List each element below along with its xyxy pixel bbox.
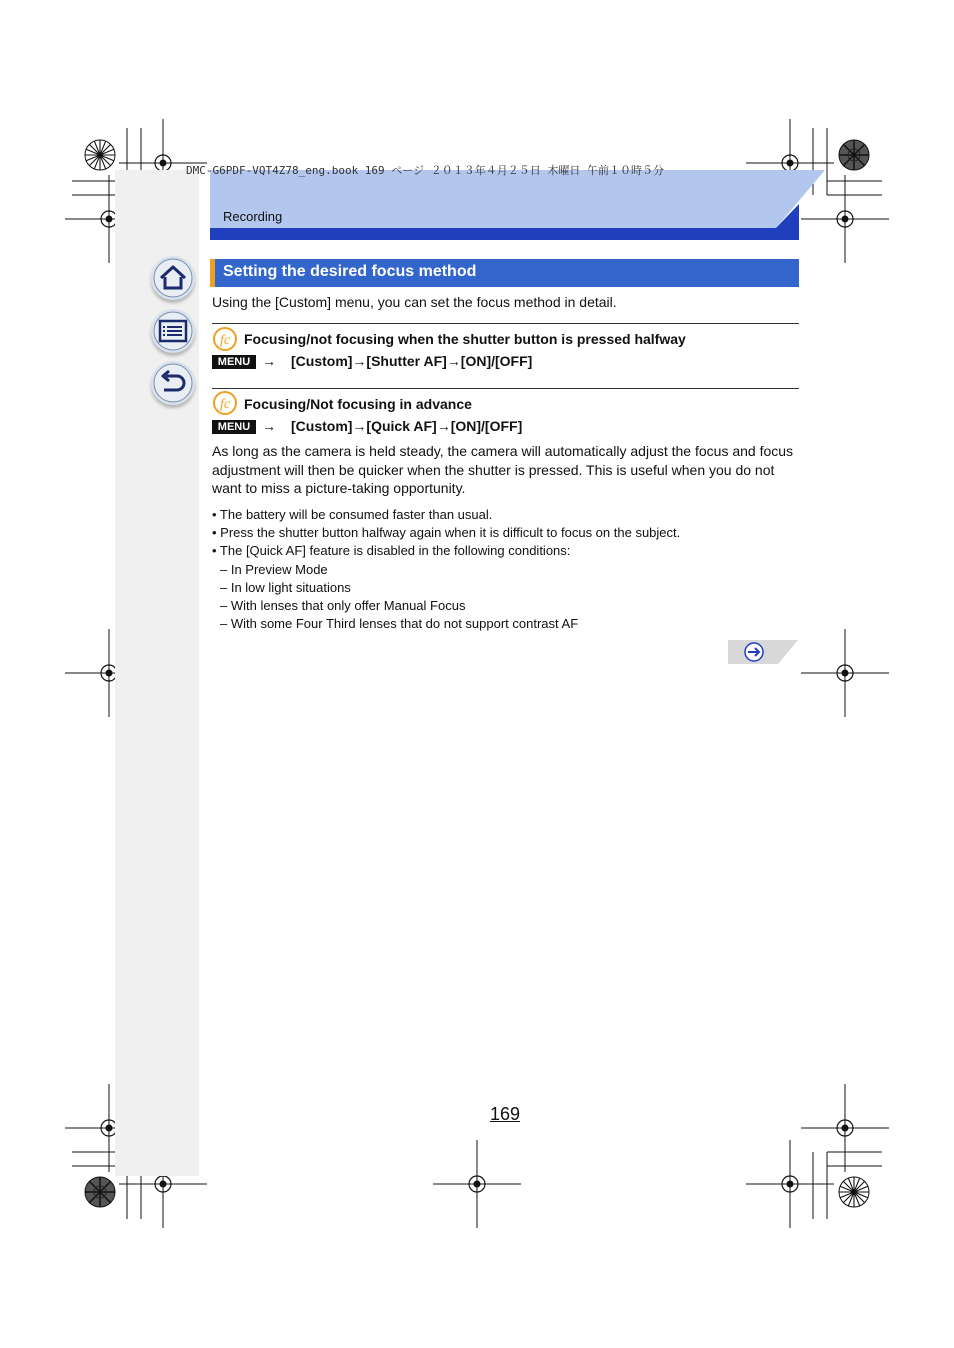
body-text: As long as the camera is held steady, the camera will automatically adjust the focus and focus adjustment will then be quicker when the shutter is pressed. This is useful when you do not want to miss a picture-taking opportunity. xyxy=(212,443,794,496)
svg-text:fc: fc xyxy=(219,397,231,412)
custom-menu-icon xyxy=(213,391,237,415)
page-number: 169 xyxy=(490,1104,521,1124)
list-item: – With some Four Third lenses that do not support contrast AF xyxy=(220,616,579,632)
heading-accent xyxy=(210,259,215,287)
next-page-button[interactable] xyxy=(728,640,798,664)
list-item: • The battery will be consumed faster than usual. xyxy=(212,507,493,522)
menu-path: [Custom]→[Quick AF]→[ON]/[OFF] xyxy=(291,418,523,434)
print-header: DMC-G6PDF-VQT4Z78_eng.book 169 ページ ２０１３年４月２５日 木曜日 午前１０時５分 xyxy=(186,164,664,177)
menu-arrow: → xyxy=(262,353,276,369)
notes-list xyxy=(212,506,680,633)
menu-badge: MENU xyxy=(212,355,256,369)
section-heading-bar xyxy=(210,259,799,287)
back-button[interactable] xyxy=(151,361,195,405)
home-icon xyxy=(151,256,195,300)
intro-text: Using the [Custom] menu, you can set the focus method in detail. xyxy=(212,294,617,310)
custom-menu-icon xyxy=(213,327,237,351)
divider xyxy=(212,323,799,324)
list-item: – In Preview Mode xyxy=(220,561,328,577)
svg-text:fc: fc xyxy=(219,333,231,348)
menu-arrow: → xyxy=(262,418,276,434)
return-icon xyxy=(151,361,195,405)
home-button[interactable] xyxy=(151,256,195,300)
list-item: – With lenses that only offer Manual Focus xyxy=(220,598,466,614)
section-banner xyxy=(210,170,826,242)
divider xyxy=(212,388,799,389)
contents-button[interactable] xyxy=(151,309,195,353)
item-title: Focusing/Not focusing in advance xyxy=(244,396,472,412)
list-item: • Press the shutter button halfway again when it is difficult to focus on the subject. xyxy=(212,525,681,541)
section-label: Recording xyxy=(223,209,283,224)
list-item: – In low light situations xyxy=(220,579,351,595)
menu-path: [Custom]→[Shutter AF]→[ON]/[OFF] xyxy=(291,353,533,369)
menu-badge: MENU xyxy=(212,420,256,434)
list-icon xyxy=(151,309,195,353)
page-title: Setting the desired focus method xyxy=(223,263,477,280)
list-item: • The [Quick AF] feature is disabled in the following conditions: xyxy=(212,543,571,559)
item-title: Focusing/not focusing when the shutter button is pressed halfway xyxy=(244,331,686,347)
